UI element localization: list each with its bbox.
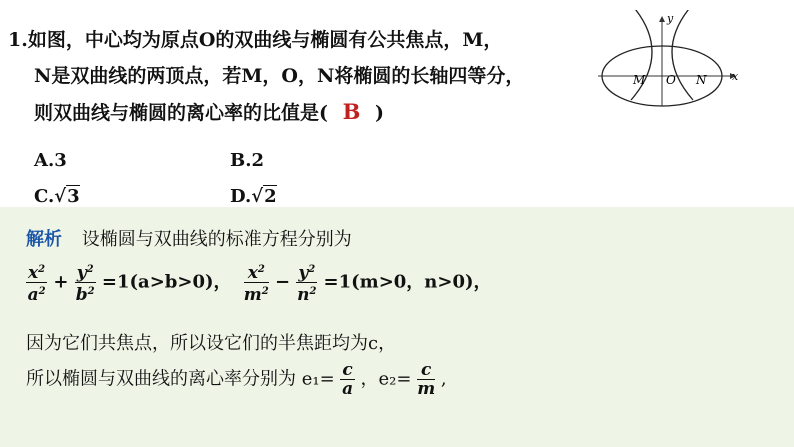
- solution-line-4: 所以椭圆与双曲线的离心率分别为 e₁= $\frac{c}{a}$ ，e₂= $\frac{c}{m}$ ,: [26, 360, 447, 399]
- label-m: M: [633, 73, 646, 87]
- label-y: y: [667, 12, 674, 25]
- solution-line-3: 因为它们共焦点，所以设它们的半焦距均为c，: [26, 333, 397, 354]
- question-line-1: [8, 26, 578, 54]
- solution-intro: 设椭圆与双曲线的标准方程分别为: [81, 229, 352, 250]
- frac-y2-b2: $\frac{y^2}{b^2}$: [75, 263, 95, 305]
- label-n: N: [696, 73, 707, 87]
- label-o: O: [666, 73, 676, 87]
- frac-e2: $\frac{c}{m}$: [417, 360, 436, 399]
- label-x: x: [732, 70, 739, 83]
- option-d: D.√2: [230, 186, 277, 207]
- sqrt-icon: √: [54, 186, 67, 207]
- option-a: A.3: [34, 150, 67, 171]
- frac-x2-a2: $\frac{x^2}{a^2}$: [27, 263, 46, 305]
- frac-x2-m2: $\frac{x^2}{m^2}$: [243, 263, 269, 305]
- solution-line-1: [26, 226, 352, 254]
- question-text-1: 如图，中心均为原点O的双曲线与椭圆有公共焦点，M，: [27, 29, 503, 51]
- frac-y2-n2: $\frac{y^2}{n^2}$: [297, 263, 317, 305]
- ellipse-hyperbola-figure: [592, 10, 752, 108]
- answer-letter: B: [342, 99, 361, 124]
- sqrt-icon: √: [251, 186, 264, 207]
- question-text-2: N是双曲线的两顶点，若M，O，N将椭圆的长轴四等分，: [34, 65, 525, 87]
- question-text-3: 则双曲线与椭圆的离心率的比值是(: [34, 102, 328, 124]
- question-block: [8, 26, 578, 127]
- option-c: C.√3: [34, 186, 80, 207]
- solution-equations: $\frac{x^2}{a^2}$ + $\frac{y^2}{b^2}$ =1(a>b>0)， $\frac{x^2}{m^2}$ − $\frac{y^2}{n^2}$ =1(m>0，n>0)，: [27, 263, 492, 305]
- question-text-3-end: ): [375, 102, 384, 124]
- eq1-tail: =1(a>b>0)，: [101, 271, 232, 293]
- option-b: B.2: [230, 150, 265, 171]
- solution-tag: 解析: [26, 229, 62, 250]
- frac-e1: $\frac{c}{a}$: [342, 360, 354, 399]
- question-line-3: [8, 98, 578, 127]
- question-line-2: [8, 62, 578, 90]
- y-arrow-icon: [659, 16, 665, 22]
- eq2-tail: =1(m>0，n>0)，: [323, 271, 492, 293]
- question-number: 1.: [8, 29, 28, 51]
